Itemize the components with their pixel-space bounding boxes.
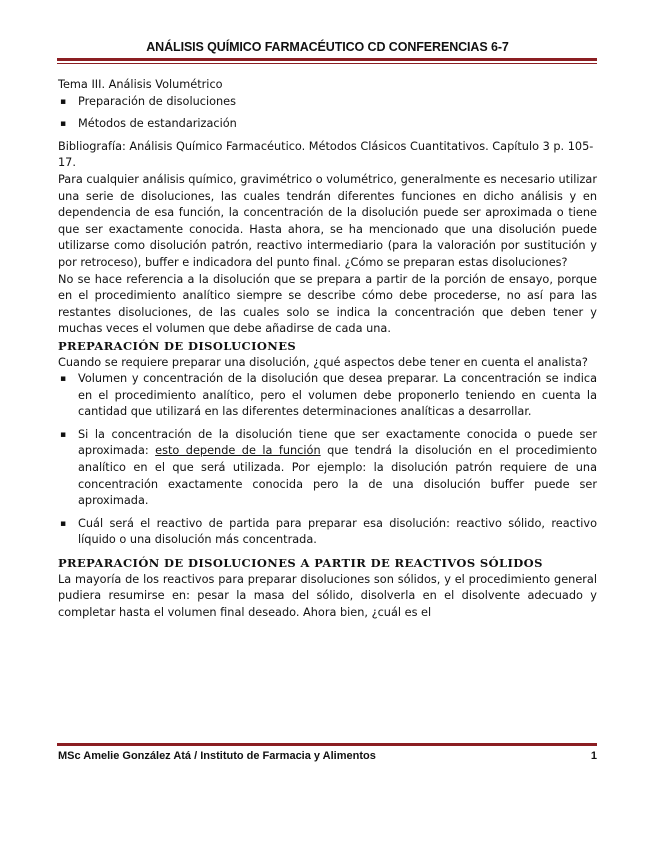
topic-item-label: Métodos de estandarización <box>78 117 237 131</box>
header-rule-thin <box>57 63 597 64</box>
square-bullet-icon: ▪ <box>60 96 67 107</box>
square-bullet-icon: ▪ <box>60 119 67 130</box>
list-item <box>58 371 597 421</box>
square-bullet-icon: ▪ <box>60 374 67 385</box>
square-bullet-icon: ▪ <box>60 518 67 529</box>
list-item <box>58 516 597 549</box>
list-item-text: Volumen y concentración de la disolución que desea preparar. La concentración se indica en el procedimiento analítico, pero el volumen debe proponerlo teniendo en cuenta la cantidad que utilizará en las diferentes determinaciones analíticas a desarrollar. <box>78 372 597 419</box>
document-body <box>58 77 597 621</box>
footer-rule-thick <box>57 743 597 746</box>
square-bullet-icon: ▪ <box>60 429 67 440</box>
page-number: 1 <box>590 750 597 762</box>
header-title: ANÁLISIS QUÍMICO FARMACÉUTICO CD CONFERENCIAS 6-7 <box>146 40 509 54</box>
topic-title: Tema III. Análisis Volumétrico <box>58 78 223 91</box>
paragraph-reference: No se hace referencia a la disolución que se prepara a partir de la porción de ensayo, porque en el procedimiento analítico siempre se describe cómo debe procederse, no así para las restantes disoluciones, de las cuales solo se indica la concentración que deben tener y muchas veces el volumen que debe añadirse de cada una. <box>58 272 597 336</box>
section-intro: Cuando se requiere preparar una disolución, ¿qué aspectos debe tener en cuenta el analista? <box>58 355 588 369</box>
header-rule-thick <box>57 58 597 61</box>
list-item-text: Cuál será el reactivo de partida para preparar esa disolución: reactivo sólido, reactivo líquido o una disolución más concentrada. <box>78 516 597 547</box>
list-item-text-post: que tendrá la disolución en el procedimiento analítico en el que será utilizada. Por ejemplo: la disolución patrón requiere de una concentración exactamente conocida pero la de una disolución buffer puede ser aproximada. <box>78 444 598 508</box>
list-item-text-pre: Si la concentración de la disolución tiene que ser exactamente conocida o puede ser aproximada: <box>78 427 597 458</box>
paragraph-intro: Para cualquier análisis químico, gravimétrico o volumétrico, generalmente es necesario utilizar una serie de disoluciones, las cuales tendrán diferentes funciones en dicho análisis y en dependencia de esa función, la concentración de la disolución puede ser aproximada o tiene que ser exactamente conocida. Hasta ahora, se ha mencionado que una disolución puede utilizarse como disolución patrón, reactivo intermediario (para la valoración por sustitución y por retroceso), buffer e indicadora del punto final. ¿Cómo se preparan estas disoluciones? <box>58 172 597 269</box>
bibliography: Bibliografía: Análisis Químico Farmacéutico. Métodos Clásicos Cuantitativos. Capítulo 3 p. 105-17. <box>58 139 594 170</box>
list-item <box>58 427 597 510</box>
section-heading-solids: PREPARACIÓN DE DISOLUCIONES A PARTIR DE REACTIVOS SÓLIDOS <box>58 556 543 571</box>
paragraph-solids: La mayoría de los reactivos para preparar disoluciones son sólidos, y el procedimiento general pudiera resumirse en: pesar la masa del sólido, disolverla en el disolvente adecuado y completar hasta el volumen final deseado. Ahora bien, ¿cuál es el <box>58 572 597 619</box>
footer-author: MSc Amelie González Atá / Instituto de Farmacia y Alimentos <box>58 750 376 762</box>
topic-item <box>58 94 597 111</box>
section-heading-preparation: PREPARACIÓN DE DISOLUCIONES <box>58 338 297 353</box>
topic-item-label: Preparación de disoluciones <box>78 94 237 108</box>
underlined-phrase: esto depende de la función <box>155 444 321 458</box>
topic-item <box>58 116 597 133</box>
footer <box>58 750 597 762</box>
